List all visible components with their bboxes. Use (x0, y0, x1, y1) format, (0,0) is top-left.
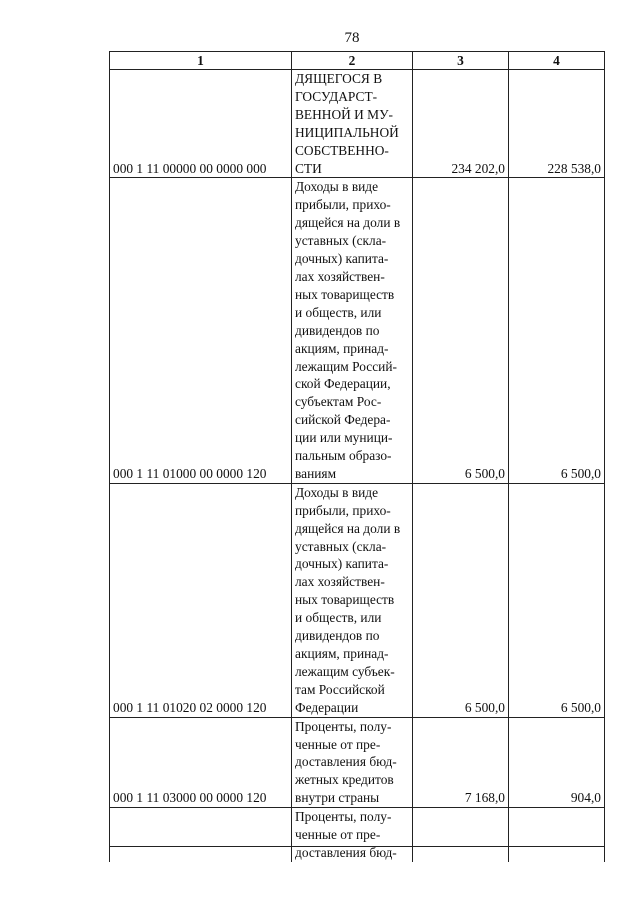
amount-column-3-cell: 6 500,0 (413, 178, 509, 483)
column-header-3: 3 (413, 52, 509, 70)
amount-column-4-cell: 904,0 (509, 717, 605, 808)
table-row (110, 808, 605, 862)
page-number: 78 (344, 30, 360, 46)
amount-column-3-cell: 234 202,0 (413, 70, 509, 178)
column-header-2: 2 (292, 52, 413, 70)
income-name-cell: Проценты, полу- ченные от пре- доставления бюд- (292, 808, 413, 862)
amount-column-4-cell: 6 500,0 (509, 178, 605, 483)
budget-code-cell: 000 1 11 01020 02 0000 120 (110, 483, 292, 717)
amount-column-4-cell: 228 538,0 (509, 70, 605, 178)
column-header-1: 1 (110, 52, 292, 70)
amount-column-4-cell: 6 500,0 (509, 483, 605, 717)
budget-code-cell: 000 1 11 01000 00 0000 120 (110, 178, 292, 483)
income-name-cell: Доходы в виде прибыли, прихо- дящейся на доли в уставных (скла- дочных) капита- лах хозяйствен- ных товариществ и обществ, или дивидендов по акциям, принад- лежащим субъек- там Российской Федерации (292, 483, 413, 717)
income-name-cell: ДЯЩЕГОСЯ В ГОСУДАРСТ- ВЕННОЙ И МУ- НИЦИПАЛЬНОЙ СОБСТВЕННО- СТИ (292, 70, 413, 178)
amount-column-4-cell (509, 808, 605, 862)
income-name-cell: Проценты, полу- ченные от пре- доставления бюд- жетных кредитов внутри страны (292, 717, 413, 808)
table-row (110, 178, 605, 483)
table-bottom-border (109, 846, 604, 847)
table-row (110, 70, 605, 178)
budget-code-cell: 000 1 11 03000 00 0000 120 (110, 717, 292, 808)
table-row (110, 717, 605, 808)
amount-column-3-cell: 6 500,0 (413, 483, 509, 717)
budget-code-cell (110, 808, 292, 862)
column-header-4: 4 (509, 52, 605, 70)
amount-column-3-cell: 7 168,0 (413, 717, 509, 808)
table-header-row (110, 52, 605, 70)
income-name-cell: Доходы в виде прибыли, прихо- дящейся на доли в уставных (скла- дочных) капита- лах хозяйствен- ных товариществ и обществ, или дивидендов по акциям, принад- лежащим Россий- ской Федерации, субъектам Рос- сийской Федера- ции или муници- пальным образо- ваниям (292, 178, 413, 483)
table-row (110, 483, 605, 717)
budget-code-cell: 000 1 11 00000 00 0000 000 (110, 70, 292, 178)
amount-column-3-cell (413, 808, 509, 862)
budget-table (109, 51, 605, 862)
